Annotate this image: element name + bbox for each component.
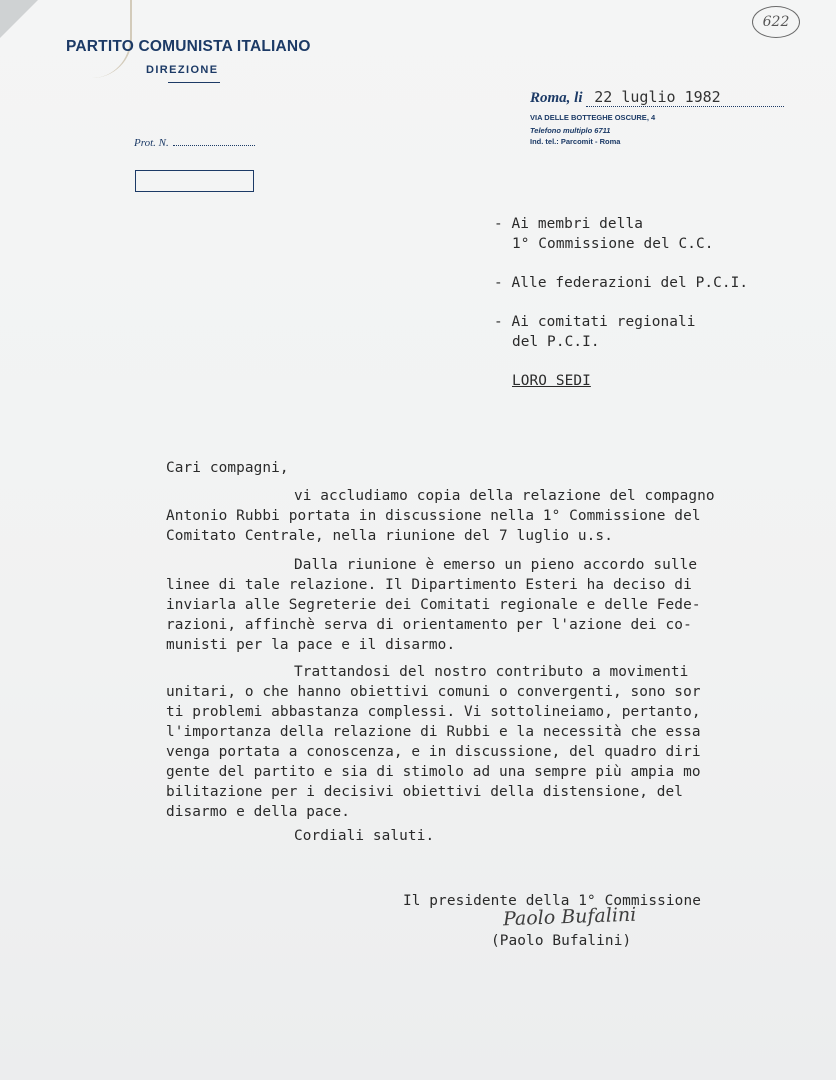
telegraph-line: Ind. tel.: Parcomit - Roma xyxy=(530,137,621,146)
body-line: gente del partito e sia di stimolo ad una sempre più ampia mo xyxy=(166,764,701,780)
closing-title: Il presidente della 1° Commissione xyxy=(403,893,701,909)
letterhead-title: PARTITO COMUNISTA ITALIANO xyxy=(66,38,311,55)
body-line: bilitazione per i decisivi obiettivi della distensione, del xyxy=(166,784,684,800)
protocol-dots xyxy=(173,145,255,146)
body-line: Trattandosi del nostro contributo a movimenti xyxy=(294,664,689,680)
body-line: l'importanza della relazione di Rubbi e la necessità che essa xyxy=(166,724,701,740)
loro-sedi: LORO SEDI xyxy=(512,373,591,389)
signer-name: (Paolo Bufalini) xyxy=(491,933,632,949)
salutation: Cari compagni, xyxy=(166,460,289,476)
body-line: unitari, o che hanno obiettivi comuni o convergenti, sono sor xyxy=(166,684,701,700)
recipient-line: - Alle federazioni del P.C.I. xyxy=(494,275,749,291)
corner-fold xyxy=(0,0,38,38)
body-line: disarmo e della pace. xyxy=(166,804,351,820)
letterhead-subtitle: DIREZIONE xyxy=(146,64,219,76)
phone-line: Telefono multiplo 6711 xyxy=(530,126,611,135)
recipient-line: - Ai membri della xyxy=(494,216,643,232)
archive-number: 622 xyxy=(752,6,800,38)
body-line: Dalla riunione è emerso un pieno accordo sulle xyxy=(294,557,698,573)
letterhead-rule xyxy=(168,82,220,83)
handwritten-signature: Paolo Bufalini xyxy=(502,903,637,931)
protocol-field xyxy=(134,137,255,149)
body-line: Comitato Centrale, nella riunione del 7 luglio u.s. xyxy=(166,528,613,544)
body-line: inviarla alle Segreterie dei Comitati regionale e delle Fede- xyxy=(166,597,701,613)
place-date xyxy=(530,88,784,107)
address-line: VIA DELLE BOTTEGHE OSCURE, 4 xyxy=(530,113,656,122)
body-line: venga portata a conoscenza, e in discussione, del quadro diri xyxy=(166,744,701,760)
body-line: ti problemi abbastanza complessi. Vi sottolineiamo, pertanto, xyxy=(166,704,701,720)
protocol-box xyxy=(135,170,254,192)
recipient-line: 1° Commissione del C.C. xyxy=(512,236,714,252)
body-line: Cordiali saluti. xyxy=(294,828,435,844)
date-value: 22 luglio 1982 xyxy=(586,88,784,107)
body-line: razioni, affinchè serva di orientamento per l'azione dei co- xyxy=(166,617,692,633)
body-line: munisti per la pace e il disarmo. xyxy=(166,637,456,653)
recipient-line: del P.C.I. xyxy=(512,334,600,350)
protocol-label: Prot. N. xyxy=(134,137,169,149)
body-line: linee di tale relazione. Il Dipartimento Esteri ha deciso di xyxy=(166,577,692,593)
body-line: Antonio Rubbi portata in discussione nella 1° Commissione del xyxy=(166,508,701,524)
place-label: Roma, li xyxy=(530,90,583,106)
recipient-line: - Ai comitati regionali xyxy=(494,314,696,330)
body-line: vi accludiamo copia della relazione del compagno xyxy=(294,488,715,504)
